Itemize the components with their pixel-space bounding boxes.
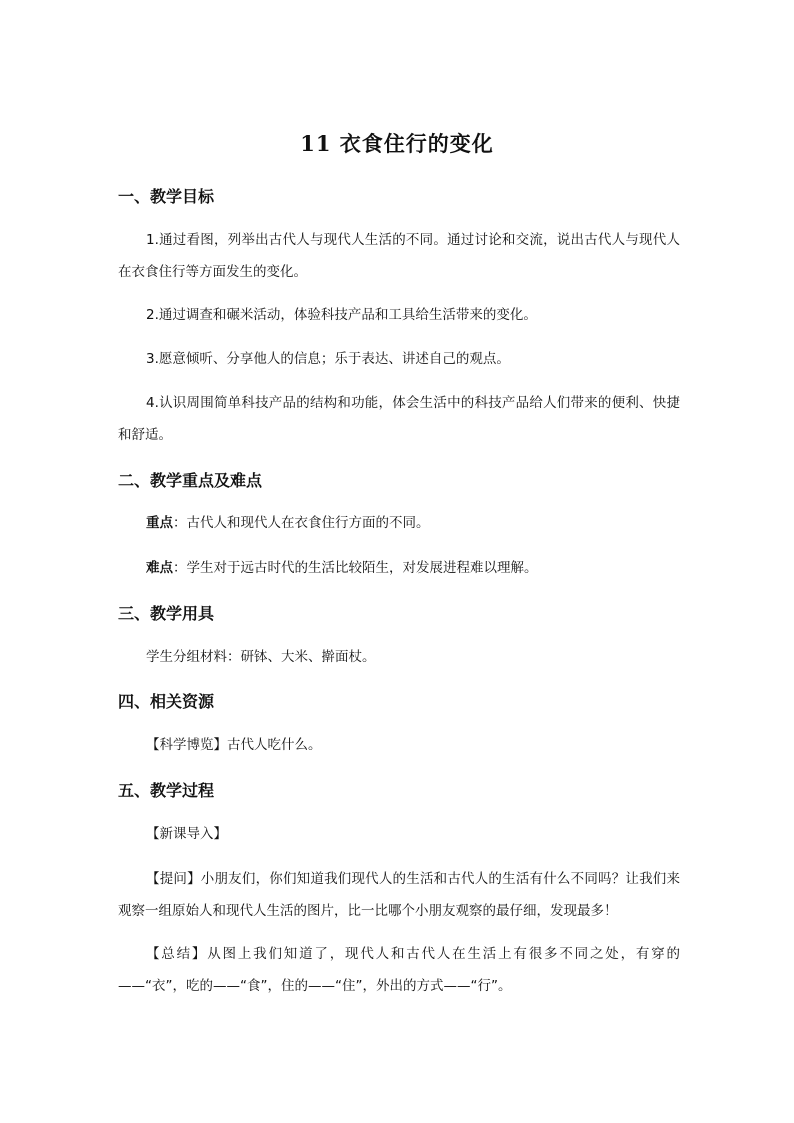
- section-heading-key-points: 二、教学重点及难点: [118, 471, 263, 490]
- section-heading-process: 五、教学过程: [118, 781, 215, 800]
- difficult-point-text: ：学生对于远古时代的生活比较陌生，对发展进程难以理解。: [173, 560, 538, 576]
- key-point-text: ：古代人和现代人在衣食住行方面的不同。: [173, 515, 430, 531]
- document-title: 11 衣食住行的变化: [300, 131, 494, 156]
- key-point-label: 重点: [146, 515, 173, 531]
- process-intro-label: 【新课导入】: [146, 826, 227, 842]
- teaching-tools-text: 学生分组材料：研钵、大米、擀面杖。: [146, 649, 376, 665]
- section-heading-teaching-tools: 三、教学用具: [118, 604, 215, 623]
- resources-text: 【科学博览】古代人吃什么。: [146, 737, 322, 753]
- difficult-point-paragraph: [118, 552, 680, 584]
- difficult-point-label: 难点: [146, 560, 173, 576]
- section-heading-objectives: 一、教学目标: [118, 187, 215, 206]
- process-summary: 【总结】从图上我们知道了，现代人和古代人在生活上有很多不同之处，有穿的——“衣”，吃的——“食”，住的——“住”，外出的方式——“行”。: [118, 946, 680, 994]
- key-point-paragraph: [118, 507, 680, 539]
- process-question: 【提问】小朋友们，你们知道我们现代人的生活和古代人的生活有什么不同吗？让我们来观察一组原始人和现代人生活的图片，比一比哪个小朋友观察的最仔细，发现最多！: [118, 871, 680, 919]
- objective-1: 1.通过看图，列举出古代人与现代人生活的不同。通过讨论和交流，说出古代人与现代人在衣食住行等方面发生的变化。: [118, 232, 680, 280]
- section-heading-resources: 四、相关资源: [118, 692, 215, 711]
- objective-3: 3.愿意倾听、分享他人的信息；乐于表达、讲述自己的观点。: [146, 351, 510, 367]
- objective-2: 2.通过调查和碾米活动，体验科技产品和工具给生活带来的变化。: [146, 307, 537, 323]
- objective-4: 4.认识周围简单科技产品的结构和功能，体会生活中的科技产品给人们带来的便利、快捷和舒适。: [118, 395, 680, 443]
